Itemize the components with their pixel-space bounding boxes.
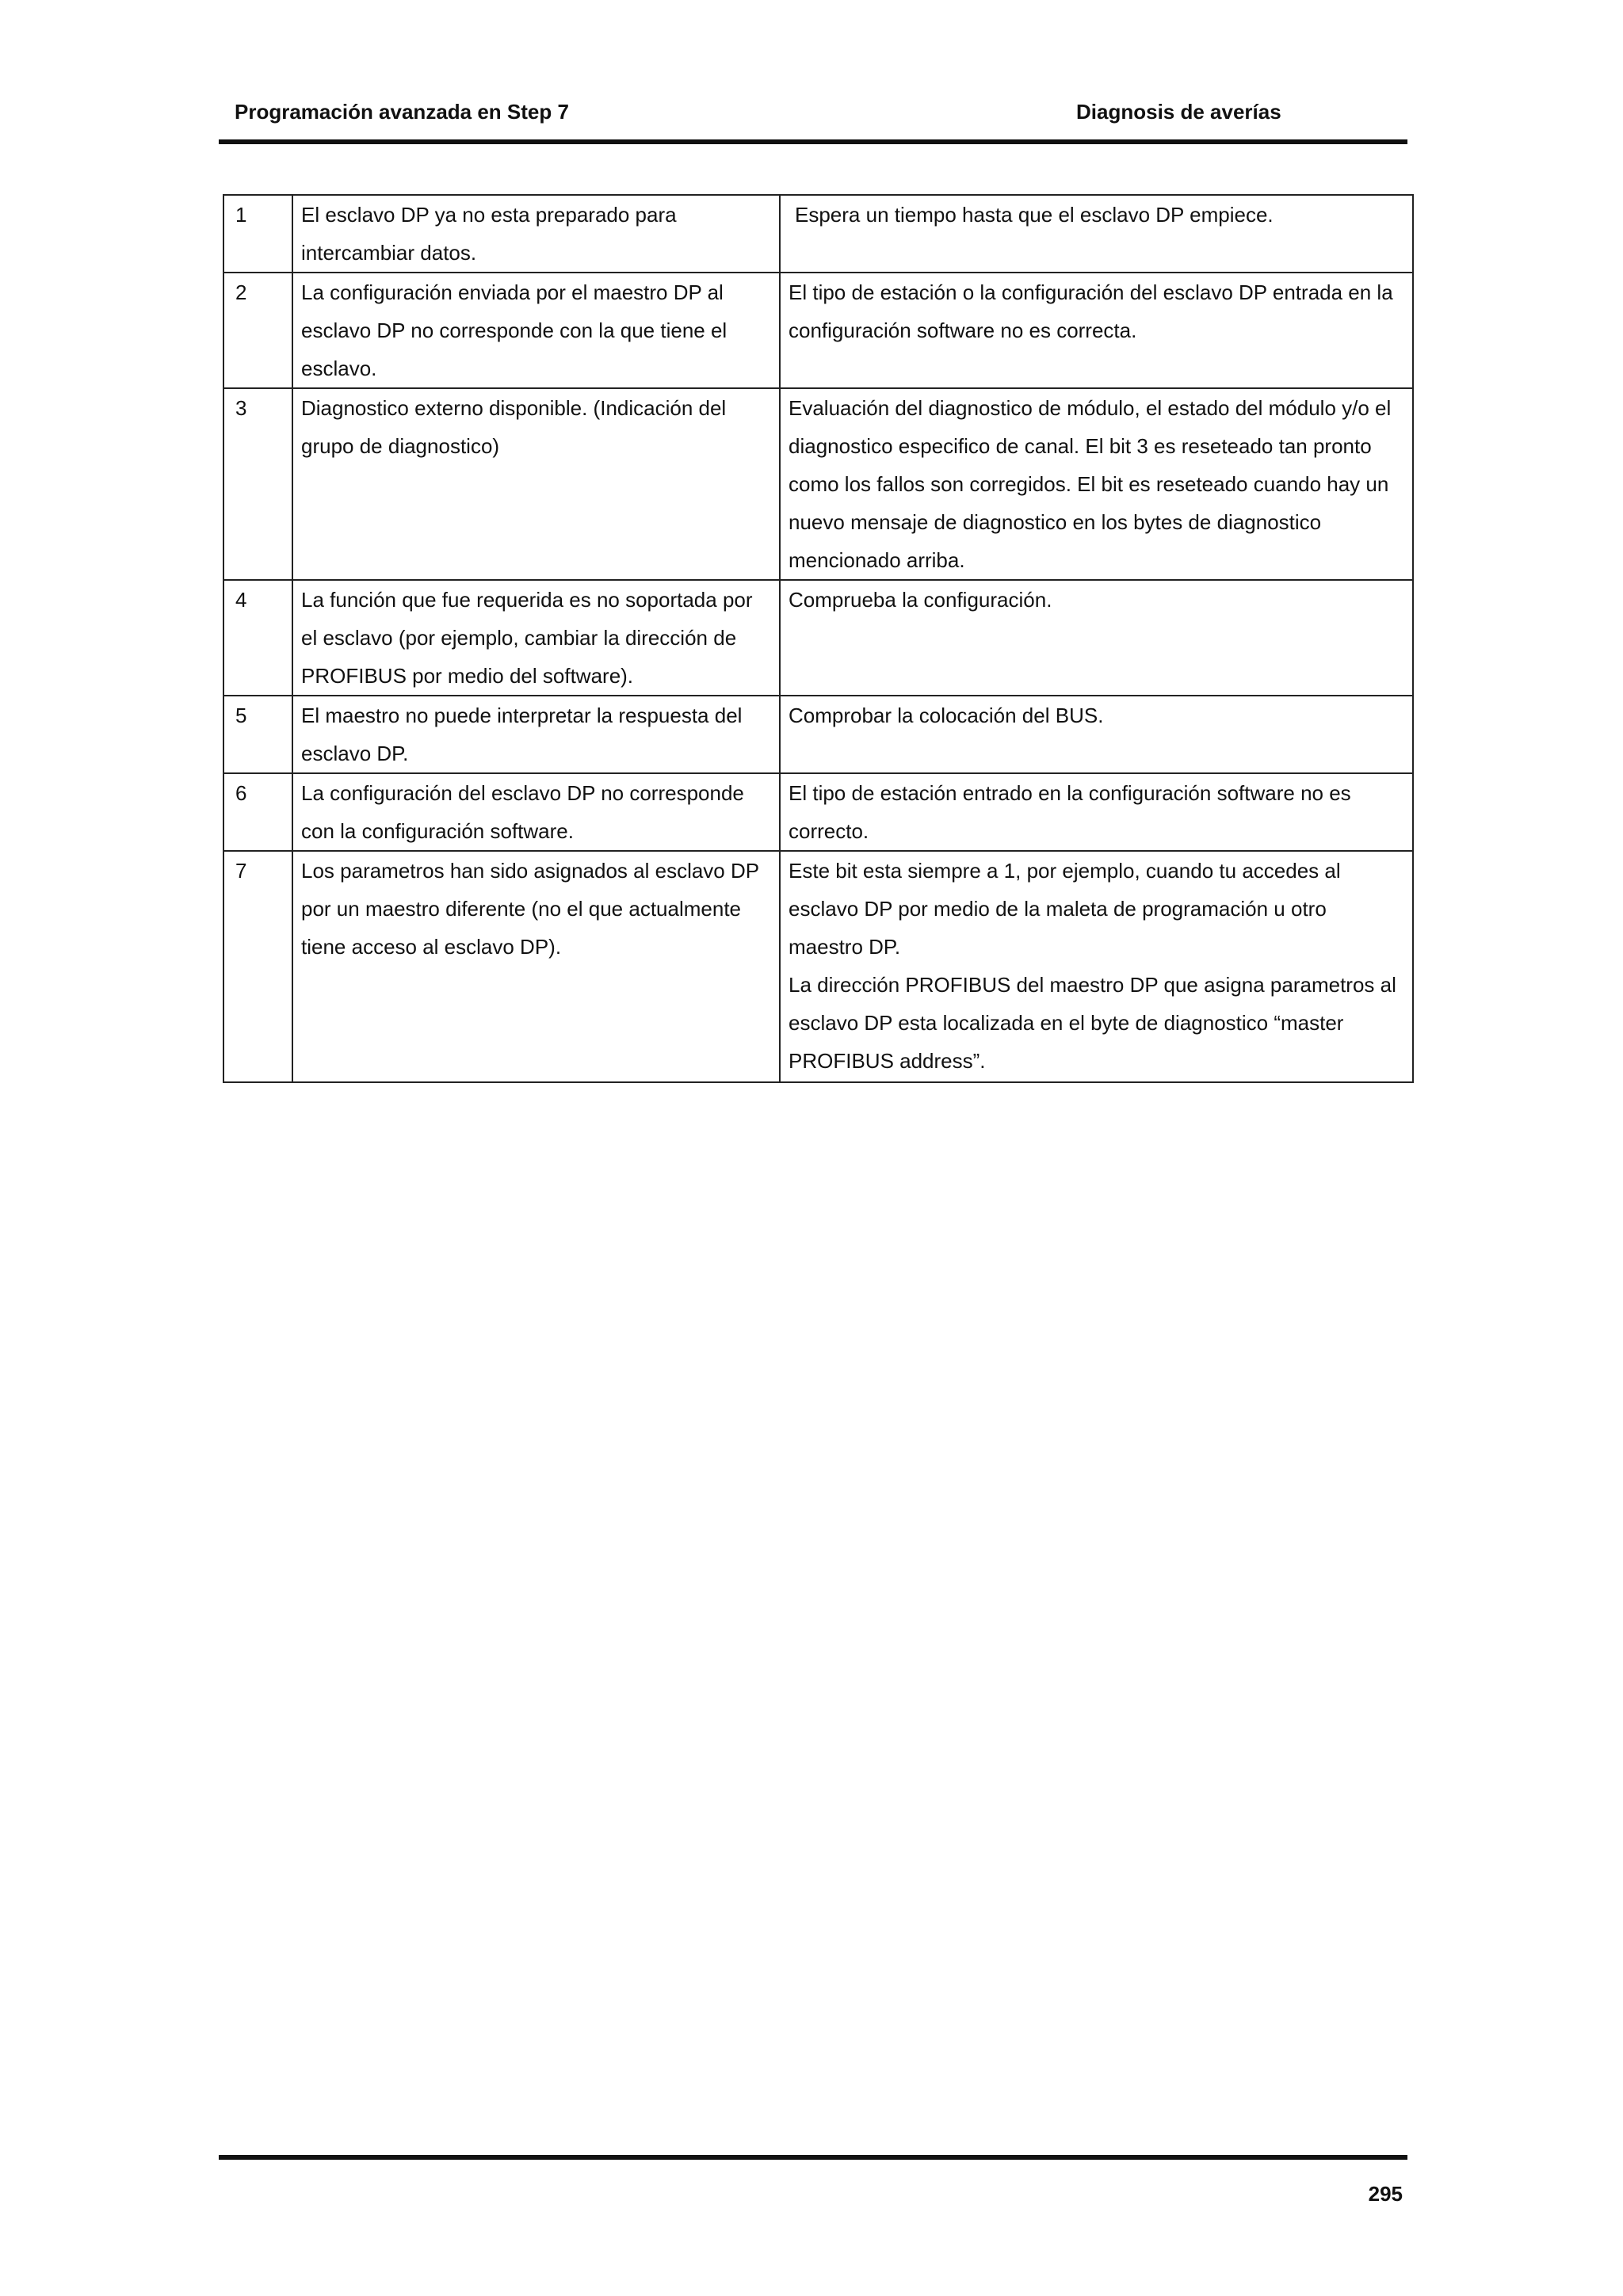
action-cell bbox=[780, 696, 1413, 773]
action-text: El tipo de estación o la configuración del esclavo DP entrada en la configuración software no es correcta. bbox=[789, 280, 1393, 342]
footer-rule bbox=[219, 2155, 1407, 2160]
document-title: Programación avanzada en Step 7 bbox=[235, 100, 569, 124]
description-cell: El esclavo DP ya no esta preparado para intercambiar datos. bbox=[292, 195, 780, 273]
table-row bbox=[223, 773, 1413, 851]
table-row bbox=[223, 388, 1413, 580]
action-text: Espera un tiempo hasta que el esclavo DP empiece. bbox=[795, 203, 1274, 227]
bit-number-cell: 5 bbox=[223, 696, 292, 773]
description-cell: La configuración enviada por el maestro DP al esclavo DP no corresponde con la que tiene el esclavo. bbox=[292, 273, 780, 388]
bit-number-cell: 3 bbox=[223, 388, 292, 580]
action-text: La dirección PROFIBUS del maestro DP que asigna parametros al esclavo DP esta localizada en el byte de diagnostico “master PROFIBUS address”. bbox=[789, 973, 1396, 1073]
description-cell: Diagnostico externo disponible. (Indicación del grupo de diagnostico) bbox=[292, 388, 780, 580]
action-cell bbox=[780, 580, 1413, 696]
action-text: Evaluación del diagnostico de módulo, el estado del módulo y/o el diagnostico especifico de canal. El bit 3 es reseteado tan pronto como los fallos son corregidos. El bit es reseteado cuando hay un nuevo mensaje de diagnostico en los bytes de diagnostico mencionado arriba. bbox=[789, 396, 1392, 572]
chapter-title: Diagnosis de averías bbox=[1076, 100, 1281, 124]
table-row bbox=[223, 273, 1413, 388]
action-cell bbox=[780, 195, 1413, 273]
bit-number-cell: 7 bbox=[223, 851, 292, 1082]
table-row bbox=[223, 580, 1413, 696]
description-cell: El maestro no puede interpretar la respuesta del esclavo DP. bbox=[292, 696, 780, 773]
action-text: El tipo de estación entrado en la configuración software no es correcto. bbox=[789, 781, 1351, 843]
description-cell: La configuración del esclavo DP no corresponde con la configuración software. bbox=[292, 773, 780, 851]
bit-number-cell: 6 bbox=[223, 773, 292, 851]
table-row bbox=[223, 195, 1413, 273]
action-cell bbox=[780, 388, 1413, 580]
diagnostic-bits-table bbox=[223, 194, 1414, 1083]
action-cell bbox=[780, 851, 1413, 1082]
description-cell: Los parametros han sido asignados al esclavo DP por un maestro diferente (no el que actualmente tiene acceso al esclavo DP). bbox=[292, 851, 780, 1082]
bit-number-cell: 4 bbox=[223, 580, 292, 696]
action-text: Este bit esta siempre a 1, por ejemplo, cuando tu accedes al esclavo DP por medio de la maleta de programación u otro maestro DP. bbox=[789, 859, 1341, 959]
bit-number-cell: 2 bbox=[223, 273, 292, 388]
description-cell: La función que fue requerida es no soportada por el esclavo (por ejemplo, cambiar la dirección de PROFIBUS por medio del software). bbox=[292, 580, 780, 696]
action-cell bbox=[780, 773, 1413, 851]
bit-number-cell: 1 bbox=[223, 195, 292, 273]
page-number: 295 bbox=[1368, 2182, 1403, 2206]
action-cell bbox=[780, 273, 1413, 388]
table-row bbox=[223, 851, 1413, 1082]
action-text: Comprueba la configuración. bbox=[789, 588, 1052, 612]
table-row bbox=[223, 696, 1413, 773]
page-header bbox=[219, 95, 1407, 144]
action-text: Comprobar la colocación del BUS. bbox=[789, 704, 1104, 727]
